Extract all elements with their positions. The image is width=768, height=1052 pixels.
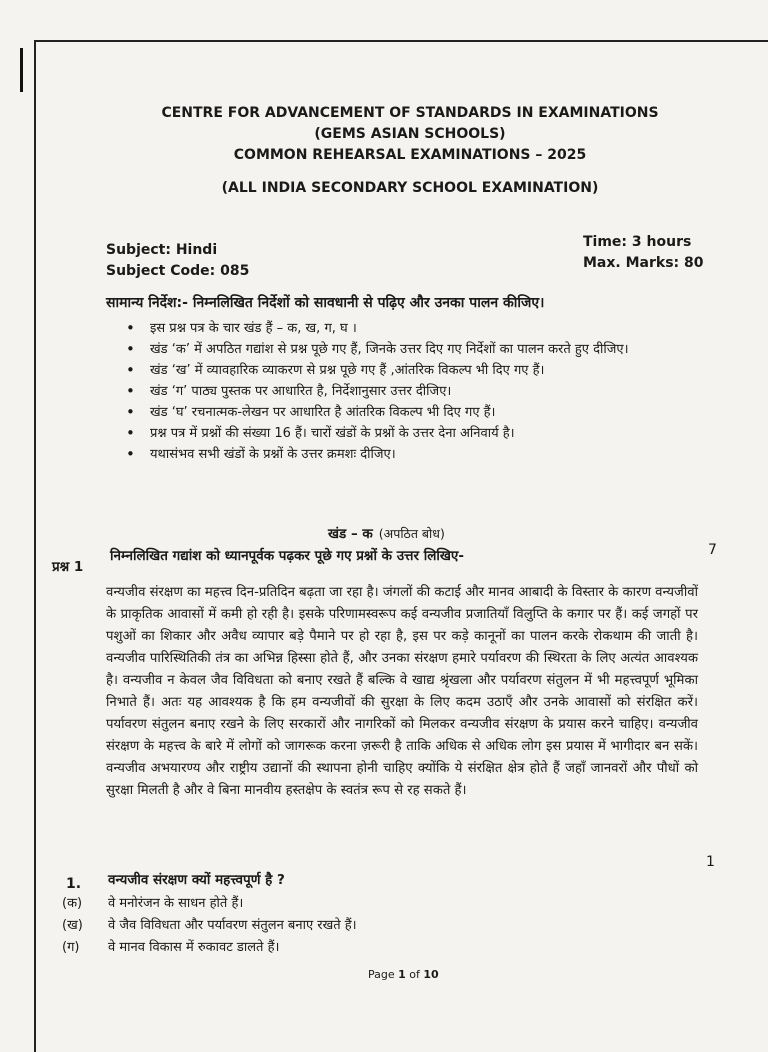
general-instructions-list (122, 318, 712, 465)
exam-header (100, 103, 720, 199)
instruction-item: • खंड ‘ग’ पाठ्य पुस्तक पर आधारित है, निर्देशानुसार उत्तर दीजिए। (122, 381, 712, 402)
unseen-passage: वन्यजीव संरक्षण का महत्त्व दिन-प्रतिदिन बढ़ता जा रहा है। जंगलों की कटाई और मानव आबादी के विस्तार के कारण वन्यजीवों के प्राकृतिक आवासों में कमी हो रही है। इसके परिणामस्वरूप कई वन्यजीव प्रजातियाँ विलुप्ति के कगार पर हैं। कई जगहों पर पशुओं का शिकार और अवैध व्यापार बड़े पैमाने पर हो रहा है, इस पर कड़े कानूनों का पालन करके रोकथाम की जाती है। वन्यजीव पारिस्थितिकी तंत्र का अभिन्न हिस्सा होते हैं, और उनका संरक्षण हमारे पर्यावरण की स्थिरता के लिए अत्यंत आवश्यक है। वन्यजीव न केवल जैव विविधता को बनाए रखते हैं बल्कि वे खाद्य श्रृंखला और पर्यावरण संतुलन में भी महत्त्वपूर्ण भूमिका निभाते हैं। अतः यह आवश्यक है कि हम वन्यजीवों की सुरक्षा के लिए कदम उठाएँ और उनके आवासों को संरक्षित करें। पर्यावरण संतुलन बनाए रखने के लिए सरकारों और नागरिकों को मिलकर वन्यजीव संरक्षण के प्रयास करने चाहिए। वन्यजीव संरक्षण के महत्त्व के बारे में लोगों को जागरूक करना ज़रूरी है ताकि अधिक से अधिक लोग इस प्रयास में भागीदार बन सकें। वन्यजीव अभयारण्य और राष्ट्रीय उद्यानों की स्थापना होनी चाहिए क्योंकि ये संरक्षित क्षेत्र होते हैं जहाँ जानवरों और पौधों को सुरक्षा मिलती है और वे बिना मानवीय हस्तक्षेप के स्वतंत्र रूप से रह सकते हैं। (106, 585, 698, 798)
answer-options (62, 893, 357, 959)
subject-info (106, 240, 249, 282)
option-kha (62, 915, 357, 937)
max-marks: Max. Marks: 80 (583, 255, 704, 271)
option-text: वे जैव विविधता और पर्यावरण संतुलन बनाए रखते हैं। (108, 918, 357, 933)
page-total: 10 (423, 968, 439, 981)
of-word: of (409, 968, 420, 981)
subject-name: Subject: Hindi (106, 242, 218, 258)
instruction-item: • इस प्रश्न पत्र के चार खंड हैं – क, ख, ग, घ । (122, 318, 712, 339)
page-number: 1 (398, 968, 406, 981)
header-organization: CENTRE FOR ADVANCEMENT OF STANDARDS IN EXAMINATIONS (161, 105, 659, 121)
instruction-item: • यथासंभव सभी खंडों के प्रश्नों के उत्तर क्रमशः दीजिए। (122, 444, 712, 465)
general-instructions-title: सामान्य निर्देश:- निम्नलिखित निर्देशों को सावधानी से पढ़िए और उनका पालन कीजिए। (106, 295, 545, 311)
margin-mark (20, 48, 23, 92)
instruction-item: • खंड ‘ख’ में व्यावहारिक व्याकरण से प्रश्न पूछे गए हैं ,आंतरिक विकल्प भी दिए गए हैं। (122, 360, 712, 381)
subquestion-number: 1. (66, 876, 82, 892)
instruction-item: • प्रश्न पत्र में प्रश्नों की संख्या 16 हैं। चारों खंडों के प्रश्नों के उत्तर देना अनिवार्य है। (122, 423, 712, 444)
header-exam-type: (ALL INDIA SECONDARY SCHOOL EXAMINATION) (221, 180, 599, 196)
option-ga (62, 937, 357, 959)
page-word: Page (368, 968, 395, 981)
time-allowed: Time: 3 hours (583, 234, 692, 250)
option-text: वे मनोरंजन के साधन होते हैं। (108, 896, 244, 911)
question-marks: 7 (708, 542, 717, 558)
instruction-item: • खंड ‘घ’ रचनात्मक-लेखन पर आधारित है आंतरिक विकल्प भी दिए गए हैं। (122, 402, 712, 423)
option-text: वे मानव विकास में रुकावट डालते हैं। (108, 940, 280, 955)
option-label: (ग) (62, 940, 80, 955)
page-footer (368, 968, 439, 981)
header-exam-name: COMMON REHEARSAL EXAMINATIONS – 2025 (233, 147, 587, 163)
section-subtitle: (अपठित बोध) (378, 526, 445, 541)
option-label: (ख) (62, 918, 83, 933)
header-school: (GEMS ASIAN SCHOOLS) (314, 126, 506, 142)
question-text: निम्नलिखित गद्यांश को ध्यानपूर्वक पढ़कर पूछे गए प्रश्नों के उत्तर लिखिए- (110, 548, 464, 564)
instruction-item: • खंड ‘क’ में अपठित गद्यांश से प्रश्न पूछे गए हैं, जिनके उत्तर दिए गए निर्देशों का पालन करते हुए दीजिए। (122, 339, 712, 360)
section-name: खंड – क (328, 526, 373, 542)
subquestion-text: वन्यजीव संरक्षण क्यों महत्त्वपूर्ण है ? (108, 872, 285, 888)
option-ka (62, 893, 357, 915)
subquestion-marks: 1 (706, 854, 715, 870)
section-title (328, 524, 445, 542)
option-label: (क) (62, 896, 83, 911)
subject-code: Subject Code: 085 (106, 263, 250, 279)
time-marks-info (583, 232, 703, 274)
question-label: प्रश्न 1 (52, 559, 84, 575)
